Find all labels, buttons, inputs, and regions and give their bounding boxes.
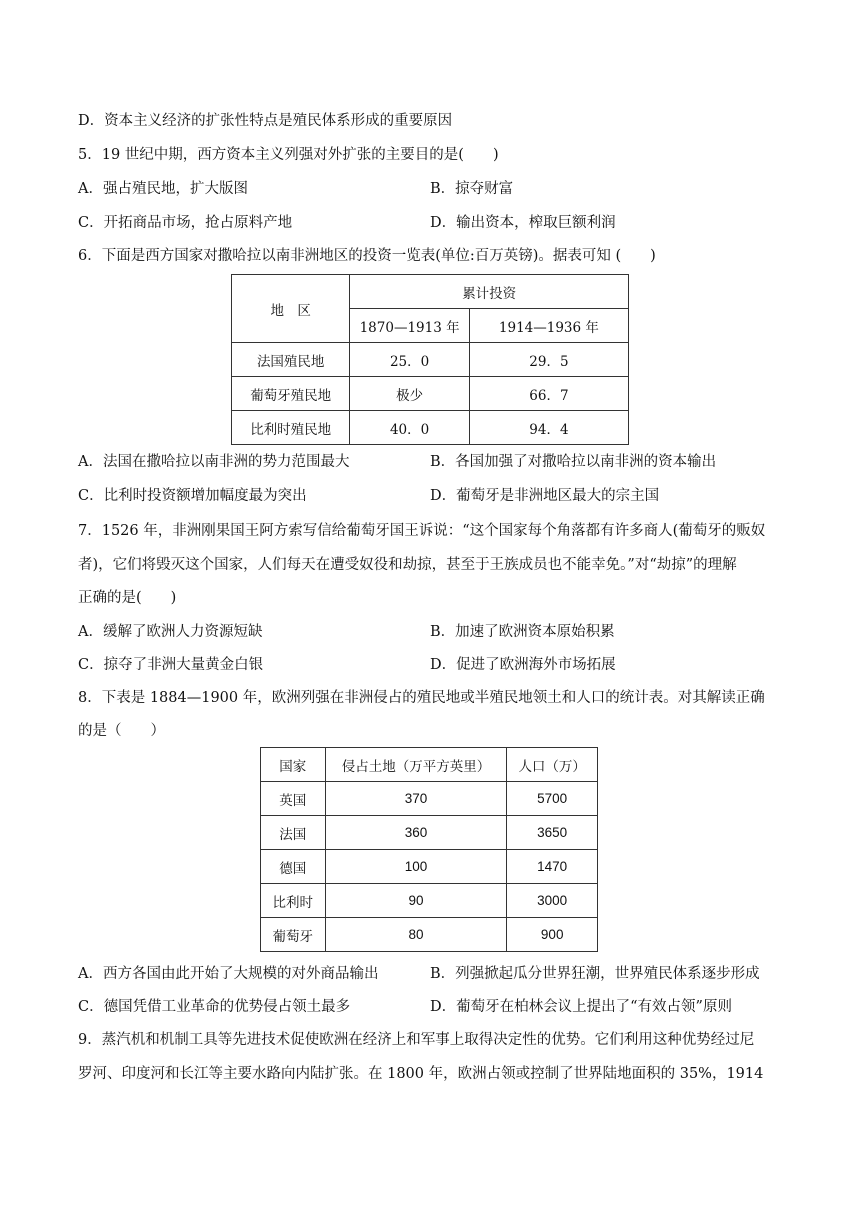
value-cell: 94．4 <box>469 411 628 445</box>
table-row <box>261 918 598 952</box>
land-cell: 80 <box>325 918 507 952</box>
q7-option-d: D．促进了欧洲海外市场拓展 <box>430 657 616 673</box>
value-cell: 66．7 <box>469 377 628 411</box>
q7-option-a: A．缓解了欧洲人力资源短缺 <box>78 624 263 640</box>
table-row <box>261 782 598 816</box>
table-row <box>261 884 598 918</box>
investment-table <box>231 274 629 445</box>
country-cell: 法国 <box>261 816 326 850</box>
colonial-territory-table <box>260 747 598 952</box>
population-cell: 3650 <box>507 816 598 850</box>
q6-option-b: B．各国加强了对撒哈拉以南非洲的资本输出 <box>430 454 717 470</box>
table-row <box>232 377 629 411</box>
q8-option-c: C．德国凭借工业革命的优势侵占领土最多 <box>78 999 351 1015</box>
land-cell: 90 <box>325 884 507 918</box>
value-cell: 40．0 <box>350 411 469 445</box>
period-1914-1936-header: 1914—1936 年 <box>469 309 628 343</box>
table-row <box>232 411 629 445</box>
country-cell: 英国 <box>261 782 326 816</box>
q9-stem-line2: 罗河、印度河和长江等主要水路向内陆扩张。在 1800 年，欧洲占领或控制了世界陆地面积的 35%，1914 <box>78 1066 764 1082</box>
value-cell: 29．5 <box>469 343 628 377</box>
q8-option-d: D．葡萄牙在柏林会议上提出了“有效占领”原则 <box>430 999 732 1015</box>
q7-option-c: C．掠夺了非洲大量黄金白银 <box>78 657 264 673</box>
table-row <box>261 850 598 884</box>
q4-option-d: D．资本主义经济的扩张性特点是殖民体系形成的重要原因 <box>78 113 453 129</box>
country-header: 国家 <box>261 748 326 782</box>
q5-option-a: A．强占殖民地，扩大版图 <box>78 181 248 197</box>
q7-stem-line1: 7．1526 年，非洲刚果国王阿方索写信给葡萄牙国王诉说：“这个国家每个角落都有许多商人(葡萄牙的贩奴 <box>78 523 766 539</box>
population-cell: 3000 <box>507 884 598 918</box>
q5-option-c: C．开拓商品市场，抢占原料产地 <box>78 215 293 231</box>
population-header: 人口（万） <box>507 748 598 782</box>
population-cell: 5700 <box>507 782 598 816</box>
country-cell: 比利时 <box>261 884 326 918</box>
table-row <box>261 816 598 850</box>
q9-stem-line1: 9．蒸汽机和机制工具等先进技术促使欧洲在经济上和军事上取得决定性的优势。它们利用这种优势经过尼 <box>78 1032 755 1048</box>
q8-stem-line1: 8．下表是 1884—1900 年，欧洲列强在非洲侵占的殖民地或半殖民地领土和人口的统计表。对其解读正确 <box>78 690 765 706</box>
region-cell: 葡萄牙殖民地 <box>232 377 350 411</box>
q8-stem-line2: 的是（ ） <box>78 723 165 739</box>
table-row <box>232 343 629 377</box>
q8-option-b: B．列强掀起瓜分世界狂潮，世界殖民体系逐步形成 <box>430 966 760 982</box>
country-cell: 葡萄牙 <box>261 918 326 952</box>
region-cell: 比利时殖民地 <box>232 411 350 445</box>
q6-stem: 6．下面是西方国家对撒哈拉以南非洲地区的投资一览表(单位:百万英镑)。据表可知 ( ) <box>78 248 656 264</box>
land-cell: 100 <box>325 850 507 884</box>
value-cell: 极少 <box>350 377 469 411</box>
region-cell: 法国殖民地 <box>232 343 350 377</box>
q5-option-b: B．掠夺财富 <box>430 181 514 197</box>
country-cell: 德国 <box>261 850 326 884</box>
q8-option-a: A．西方各国由此开始了大规模的对外商品输出 <box>78 966 379 982</box>
value-cell: 25．0 <box>350 343 469 377</box>
land-cell: 370 <box>325 782 507 816</box>
region-header: 地 区 <box>232 275 350 343</box>
q5-option-d: D．输出资本，榨取巨额利润 <box>430 215 616 231</box>
q7-option-b: B．加速了欧洲资本原始积累 <box>430 624 615 640</box>
period-1870-1913-header: 1870—1913 年 <box>350 309 469 343</box>
land-header: 侵占土地（万平方英里） <box>325 748 507 782</box>
cumulative-investment-header: 累计投资 <box>350 275 629 309</box>
q6-option-c: C．比利时投资额增加幅度最为突出 <box>78 488 307 504</box>
q7-stem-line2: 者)，它们将毁灭这个国家，人们每天在遭受奴役和劫掠，甚至于王族成员也不能幸免。”对“劫掠”的理解 <box>78 557 737 573</box>
population-cell: 1470 <box>507 850 598 884</box>
q6-option-a: A．法国在撒哈拉以南非洲的势力范围最大 <box>78 454 350 470</box>
q5-stem: 5．19 世纪中期，西方资本主义列强对外扩张的主要目的是( ) <box>78 147 499 163</box>
q7-stem-line3: 正确的是( ) <box>78 590 177 606</box>
q6-option-d: D．葡萄牙是非洲地区最大的宗主国 <box>430 488 660 504</box>
land-cell: 360 <box>325 816 507 850</box>
population-cell: 900 <box>507 918 598 952</box>
